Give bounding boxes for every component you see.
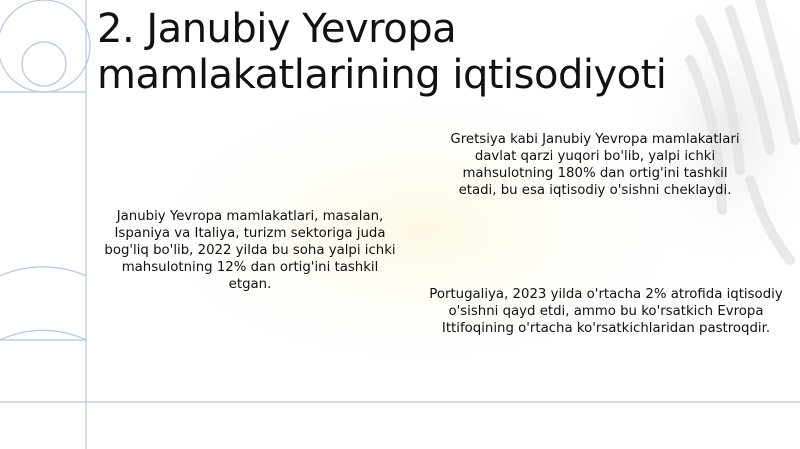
slide-title: 2. Janubiy Yevropa mamlakatlarining iqtisodiyoti [97, 6, 667, 98]
outline-arch-upper [0, 267, 86, 276]
paragraph-greece-debt: Gretsiya kabi Janubiy Yevropa mamlakatlari davlat qarzi yuqori bo'lib, yalpi ichki mahsulotning 180% dan ortig'ini tashkil etadi, bu esa iqtisodiy o'sishni cheklaydi. [450, 132, 740, 198]
paragraph-tourism: Janubiy Yevropa mamlakatlari, masalan, Ispaniya va Italiya, turizm sektoriga juda bog'liq bo'lib, 2022 yilda bu soha yalpi ichki mahsulotning 12% dan ortig'ini tashkil etgan. [104, 209, 396, 292]
paragraph-portugal: Portugaliya, 2023 yilda o'rtacha 2% atrofida iqtisodiy o'sishni qayd etdi, ammo bu ko'rsatkich Evropa Ittifoqining o'rtacha ko'rsatkichlaridan pastroqdir. [429, 287, 783, 336]
outline-arch-lower [0, 330, 86, 340]
outline-circle-small [22, 42, 66, 86]
outline-circle-large [0, 0, 90, 92]
